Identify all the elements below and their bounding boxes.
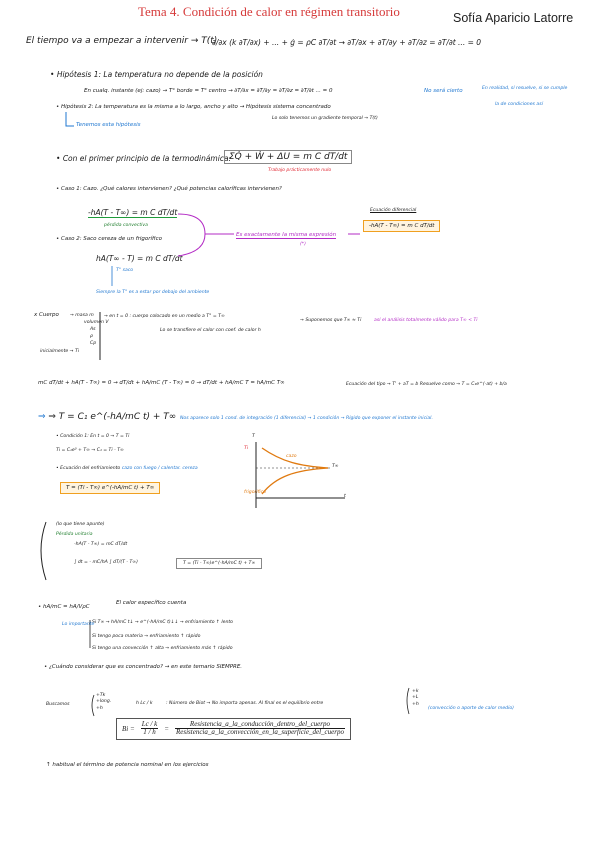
case-2-equation: hA(T∞ - T) = m C dT/dt xyxy=(96,254,183,263)
biot-formula-bottom-frac: 1 / h xyxy=(143,728,156,737)
same-expression-mark: (*) xyxy=(300,242,306,247)
case-2-subtitle: T° saco xyxy=(116,268,134,273)
first-principle-text: • Con el primer principio de la termodinámica: xyxy=(56,154,231,163)
condition-1: • Condición 1: En t = 0 → T = Ti xyxy=(56,434,129,439)
apunte-sub: Pérdida unitaria xyxy=(56,532,93,537)
case-2-note: Siempre la T° es a estar por debajo del ambiente xyxy=(96,290,210,295)
hypothesis-1-note: No será cierto xyxy=(424,88,463,94)
solution-line-1-tail: Ecuación del tipo → T' + aT = b Resuelve como → T = C₁e^(-at) + b/a xyxy=(346,382,507,387)
cooling-equation-box: T = (Ti - T∞) e^(-hA/mC t) + T∞ xyxy=(60,482,160,494)
hypothesis-1-detail: En cualq. instante (ej: cazo) → T° borde = T° centro → ∂T/∂x = ∂T/∂y = ∂T/∂z = ∂T/∂t ... = 0 xyxy=(84,88,333,94)
body-result: → Suponemos que T∞ ≈ Ti xyxy=(300,318,362,323)
same-expression: Es exactamente la misma expresión xyxy=(236,232,337,238)
biot-formula-box: Bi = $\frac{Lc / k}{1 / h}$ = $\frac{\text{Resistencia\_a\_la\_conducción\_dentro\_del\_cuerpo}}{\text{Resistencia\_a\_la\_convección\_en\_la\_superficie\_del\_cuerpo}}$ xyxy=(116,718,351,740)
specific-heat-label: El calor específico cuenta xyxy=(116,600,187,606)
cooling-equation-label: • Ecuación del enfriamiento cazo con fuego / calentar. cereza xyxy=(56,466,198,471)
solution-line-1: mC dT/dt + hA(T - T∞) = 0 → dT/dt + hA/mC (T - T∞) = 0 → dT/dt + hA/mC T = hA/mC T∞ xyxy=(38,380,285,386)
body-props: → masa m volumen V As ρ Cp inicialmente → Ti xyxy=(40,313,109,354)
intro-text: El tiempo va a empezar a intervenir → T(t) xyxy=(26,36,218,46)
case-1-subtitle: pérdida convectiva xyxy=(104,223,148,228)
graph-ti-label: Ti xyxy=(244,446,249,451)
page-title: Tema 4. Condición de calor en régimen transitorio xyxy=(138,4,400,19)
apunte-header: (lo que tiene apunte) xyxy=(56,522,105,527)
specific-heat-line-3: Si tengo una convección ↑ alta → enfriamiento más ↑ rápido xyxy=(92,646,233,651)
first-principle-note: Trabajo prácticamente nulo xyxy=(268,168,332,173)
case-1-question: • Caso 1: Cazo. ¿Qué calores intervienen? ¿Qué potencias caloríficas intervienen? xyxy=(56,186,282,192)
biot-description: : Número de Biot → No importa apenas. Al final es el equilibrio entre xyxy=(166,701,324,706)
graph-x-label: t xyxy=(344,494,346,499)
biot-right-options: +k +L +h xyxy=(412,689,419,707)
specific-heat-line-2: Si tengo poca materia → enfriamiento ↑ rápido xyxy=(92,634,201,639)
biot-options: +Tk +long. +h xyxy=(96,693,112,711)
footer-note: ↑ habitual el término de potencia nominal en los ejercicios xyxy=(46,762,209,768)
graph-t-inf: T∞ xyxy=(332,464,339,469)
body-bracket-text-2: Lo se transfiere el calor con coef. de calor h xyxy=(160,328,261,333)
hypothesis-1: • Hipótesis 1: La temperatura no depende de la posición xyxy=(50,70,263,79)
graph-curve-top: cazo xyxy=(286,454,297,459)
differential-equation-box: -hA(T - T∞) = m C dT/dt xyxy=(363,220,440,232)
case-1-equation: -hA(T - T∞) = m C dT/dt xyxy=(88,208,178,217)
hypothesis-2-detail: Lo solo tenemos un gradiente temporal → T(t) xyxy=(272,116,378,121)
author-name: Sofía Aparicio Latorre xyxy=(453,11,574,25)
biot-formula-top-text: Resistencia_a_la_conducción_dentro_del_cuerpo xyxy=(175,721,345,729)
biot-formula-bottom-text: Resistencia_a_la_convección_en_la_superficie_del_cuerpo xyxy=(176,728,344,737)
biot-formula-top-frac: Lc / k xyxy=(141,720,158,728)
differential-equation-label: Ecuación diferencial xyxy=(370,208,417,213)
specific-heat-line-1: Si T∞ → hA/mC t↓ → e^(-hA/mC t)↓↓ → enfriamiento ↑ lento xyxy=(92,620,233,625)
biot-right-note: (convección o aporte de calor medio) xyxy=(428,706,514,711)
body-bracket-text: → en t = 0 : cuerpo colocado en un medio a T° = T∞ xyxy=(104,314,225,319)
cooling-graph xyxy=(256,442,345,508)
graph-curve-bottom: frigorífico xyxy=(244,490,266,495)
hypothesis-2: • Hipótesis 2: La temperatura es la misma a lo largo, ancho y alto → Hipótesis sistema concentrado xyxy=(56,104,331,110)
body-result-note: así el análisis totalmente válido para T∞ < Ti xyxy=(374,318,478,323)
first-principle-equation: ΣQ̇ + Ẇ + ΔU = m C dT/dt xyxy=(224,150,352,164)
hypothesis-1-note2: En realidad, sí resuelve, si se cumple xyxy=(482,86,568,91)
intro-equation: ∂/∂x (k ∂T/∂x) + ... + ġ = ρC ∂T/∂t → ∂T/∂x + ∂T/∂y + ∂T/∂z = ∂T/∂t ... = 0 xyxy=(212,38,482,47)
specific-heat-frac: • hA/mC = hA/VρC xyxy=(38,604,90,610)
hypothesis-2-arrow: Tenemos esta hipótesis xyxy=(76,122,141,128)
solution-line-2: ⇒ ⇒ T = C₁ e^(-hA/mC t) + T∞ xyxy=(38,412,177,422)
biot-formula-lhs: Bi = xyxy=(122,724,135,733)
hypothesis-1-note3: la de condiciones así xyxy=(495,102,543,107)
body-label: x Cuerpo xyxy=(34,312,59,318)
biot-buscamos: Buscamos xyxy=(46,702,70,707)
apunte-eq-1: -hA(T - T∞) = mC dT/dt xyxy=(74,542,128,547)
specific-heat-line-1-sub: Lo importante xyxy=(62,622,95,627)
condition-1-equation: Ti = C₁e⁰ + T∞ → C₁ = Ti - T∞ xyxy=(56,448,124,453)
case-2-title: • Caso 2: Saco cereza de un frigorífico xyxy=(56,236,162,242)
apunte-boxed: T = (Ti - T∞)e^(-hA/mC t) + T∞ xyxy=(176,558,262,569)
apunte-eq-2: ∫ dt = - mC/hA ∫ dT/(T - T∞) xyxy=(74,560,138,565)
when-concentrated: • ¿Cuándo considerar que es concentrado? → en este temario SIEMPRE. xyxy=(44,664,242,670)
biot-fraction: h Lc / k xyxy=(136,701,153,706)
graph-y-label: T xyxy=(252,434,255,439)
solution-line-2-note: Nos aparece solo 1 cond. de integración (1 diferencial) → 1 condición → Rígido que exponer el instante inicial. xyxy=(180,416,433,421)
